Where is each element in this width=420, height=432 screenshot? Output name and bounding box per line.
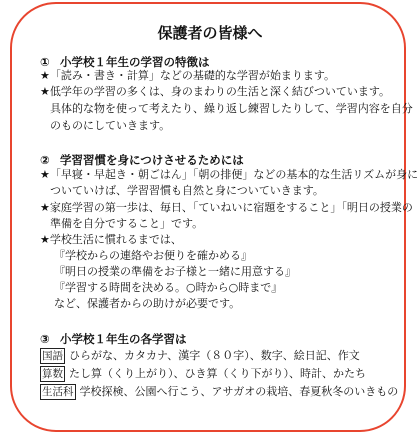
- section-1-line-2: ★低学年の学習の多くは、身のまわりの生活と深く結びついています。: [40, 85, 390, 98]
- section-2-line-9: など、保護者からの助けが必要です。: [54, 297, 241, 310]
- section-1-line-4: のものにしていきます。: [50, 119, 171, 132]
- section-2-line-2: ついていけば、学習習慣も自然と身についていきます。: [50, 184, 324, 197]
- section-2-line-7: 『明日の授業の準備をお子様と一緒に用意する』: [54, 265, 296, 278]
- subject-text-japanese: ひらがな、カタカナ、漢字（８０字）、数字、絵日記、作文: [69, 349, 360, 362]
- subject-row-japanese: [40, 348, 360, 364]
- subject-text-life: 学校探検、公園へ行こう、アサガオの栽培、春夏秋冬のいきもの: [79, 385, 399, 398]
- section-2-line-3: ★家庭学習の第一歩は、毎日、「ていねいに宿題をすること」「明日の授業の: [40, 201, 413, 214]
- page-title: 保護者の皆様へ: [157, 24, 263, 42]
- subject-row-life: [40, 384, 398, 400]
- section-2-line-5: ★学校生活に慣れるまでは、: [40, 233, 182, 246]
- section-1-title: 小学校１年生の学習の特徴は: [60, 55, 210, 69]
- subject-row-math: [40, 366, 366, 382]
- subject-label-math: 算数: [42, 368, 63, 380]
- section-2-title: 学習習慣を身につけさせるためには: [60, 153, 244, 167]
- section-2-line-6: 『学校からの連絡やお便りを確かめる』: [54, 249, 252, 262]
- section-3-number: ③: [40, 332, 50, 346]
- subject-label-life: 生活科: [42, 386, 74, 398]
- section-1-number: ①: [40, 55, 50, 69]
- section-2-number: ②: [40, 153, 50, 167]
- section-2-line-1: ★「早寝・早起き・朝ごはん」「朝の排便」などの基本的な生活リズムが身に: [40, 168, 419, 181]
- section-1-line-3: 具体的な物を使って考えたり、繰り返し練習したりして、学習内容を自分: [50, 102, 413, 115]
- section-2-line-4: 準備を自分ですること」です。: [50, 217, 204, 230]
- section-3-heading: [40, 331, 187, 347]
- section-1-line-1: ★「読み・書き・計算」などの基礎的な学習が始まります。: [40, 69, 335, 82]
- subject-label-japanese: 国語: [42, 350, 63, 362]
- section-2-line-8: 『学習する時間を決める。○時から○時まで』: [54, 281, 283, 294]
- section-3-title: 小学校１年生の各学習は: [60, 332, 187, 346]
- section-2-heading: [40, 152, 244, 168]
- subject-text-math: たし算（くり上がり）、ひき算（くり下がり）、時計、かたち: [69, 367, 366, 380]
